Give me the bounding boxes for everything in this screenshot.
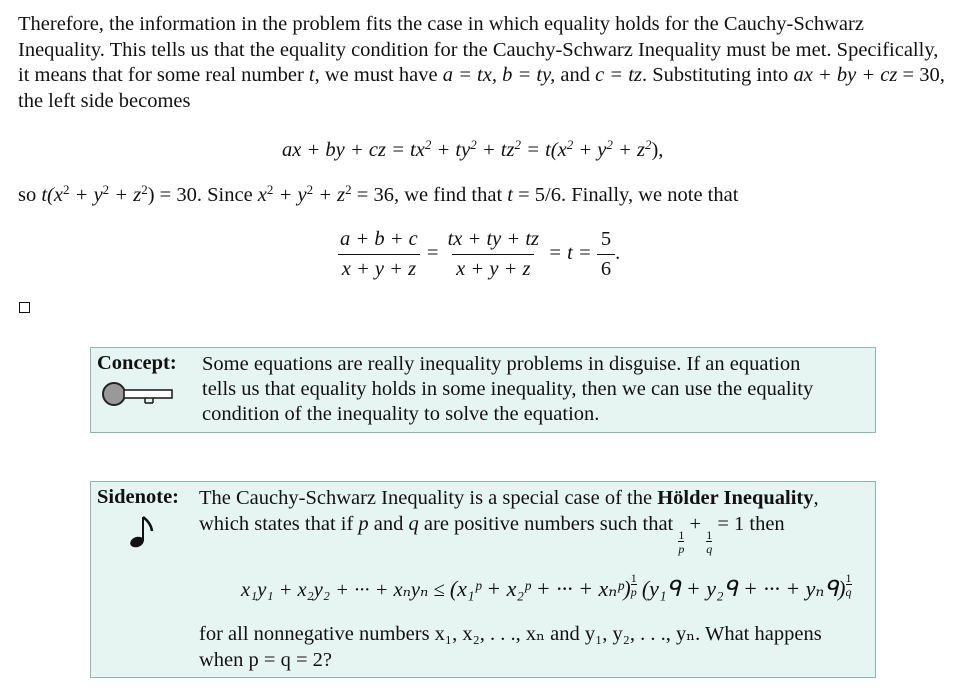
eq-ab: a = tx, b = ty,	[442, 64, 556, 86]
holder-formula: x₁y₁ + x₂y₂ + ··· + xₙyₙ ≤ (x₁ᵖ + x₂ᵖ + ··· + xₙᵖ) $\frac{1}{p}$ (y₁ᑫ + y₂ᑫ + ··· + yₙᑫ) $\frac{1}{q}$	[241, 571, 852, 601]
concept-line-1: Some equations are really inequality problems in disguise. If an equation	[202, 353, 801, 375]
sidenote-box	[90, 481, 876, 678]
display-equation-2: $\frac{a + b + c}{x + y + z}$ = $\frac{tx + ty + tz}{x + y + z}$ = t = $\frac{5}{6}$ .	[336, 228, 620, 281]
var-t: t	[308, 64, 315, 86]
para-text-4: . Substituting into	[641, 64, 794, 86]
music-note-icon	[129, 515, 155, 554]
qed-box-icon	[19, 302, 30, 313]
para-text-5: = 30, the left side becomes	[18, 64, 945, 112]
sidenote-line-4: when p = q = 2?	[199, 649, 332, 671]
para-text-1: Therefore, the information in the problem fits the case in which equality holds for the Cauchy-Schwarz Inequality. This tells us that the equality condition for the Cauchy-Schwarz Inequality must be met. Specifically, it means that for some real number	[18, 13, 939, 86]
holder-inequality-term: Hölder Inequality	[657, 487, 814, 509]
line-since: so $t(x^2 + y^2 + z^2) = 30$. Since $x^2 + y^2 + z^2 = 36$, we find that t = 5/6. Finally, we note that	[18, 182, 739, 206]
eq-c: c = tz	[595, 64, 642, 86]
para-text-2: , we must have	[314, 64, 443, 86]
intro-paragraph	[18, 12, 948, 114]
concept-line-3: condition of the inequality to solve the equation.	[202, 403, 600, 425]
concept-box	[90, 347, 876, 433]
concept-label: Concept:	[97, 352, 177, 374]
display-equation-1: ax + by + cz = $tx^2 + ty^2 + tz^2 = t(x^2 + y^2 + z^2)$,	[282, 137, 664, 161]
sidenote-line-1: The Cauchy-Schwarz Inequality is a special case of the Hölder Inequality,	[199, 487, 819, 509]
key-icon	[101, 381, 177, 412]
eq-sum: ax + by + cz	[793, 64, 898, 86]
concept-line-2: tells us that equality holds in some inequality, then we can use the equality	[202, 378, 814, 400]
sidenote-line-3: for all nonnegative numbers x₁, x₂, . . ., xₙ and y₁, y₂, . . ., yₙ. What happens	[199, 623, 822, 645]
para-text-3: and	[555, 64, 596, 86]
sidenote-label: Sidenote:	[97, 486, 179, 508]
sidenote-line-2: which states that if p and q are positive numbers such that $\frac{1}{p}$ + $\frac{1}{q}$ = 1 then	[199, 513, 785, 556]
